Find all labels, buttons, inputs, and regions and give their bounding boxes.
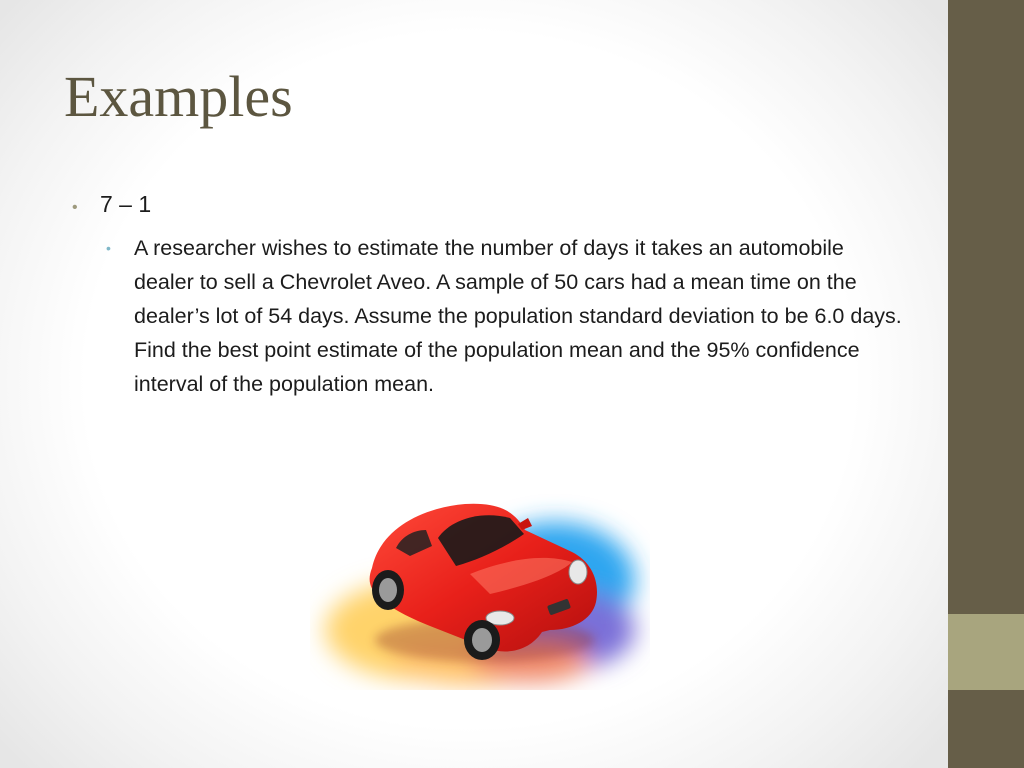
bullet-text: 7 – 1: [100, 191, 152, 217]
problem-statement: A researcher wishes to estimate the number of days it takes an automobile dealer to sell a Chevrolet Aveo. A sample of 50 cars had a mean time on the dealer’s lot of 54 days. Assume the population standard deviation to be 6.0 days. Find the best point estimate of the population mean and the 95% confidence interval of the population mean.: [134, 236, 902, 396]
bullet-level-1: [72, 188, 151, 224]
bullet-level-2: [106, 231, 906, 401]
red-toy-car-image: [310, 490, 650, 690]
right-sidebar-accent-block: [948, 614, 1024, 690]
slide-title: Examples: [64, 64, 293, 129]
sub-bullet-marker: •: [106, 240, 111, 256]
bullet-marker: •: [72, 199, 78, 216]
